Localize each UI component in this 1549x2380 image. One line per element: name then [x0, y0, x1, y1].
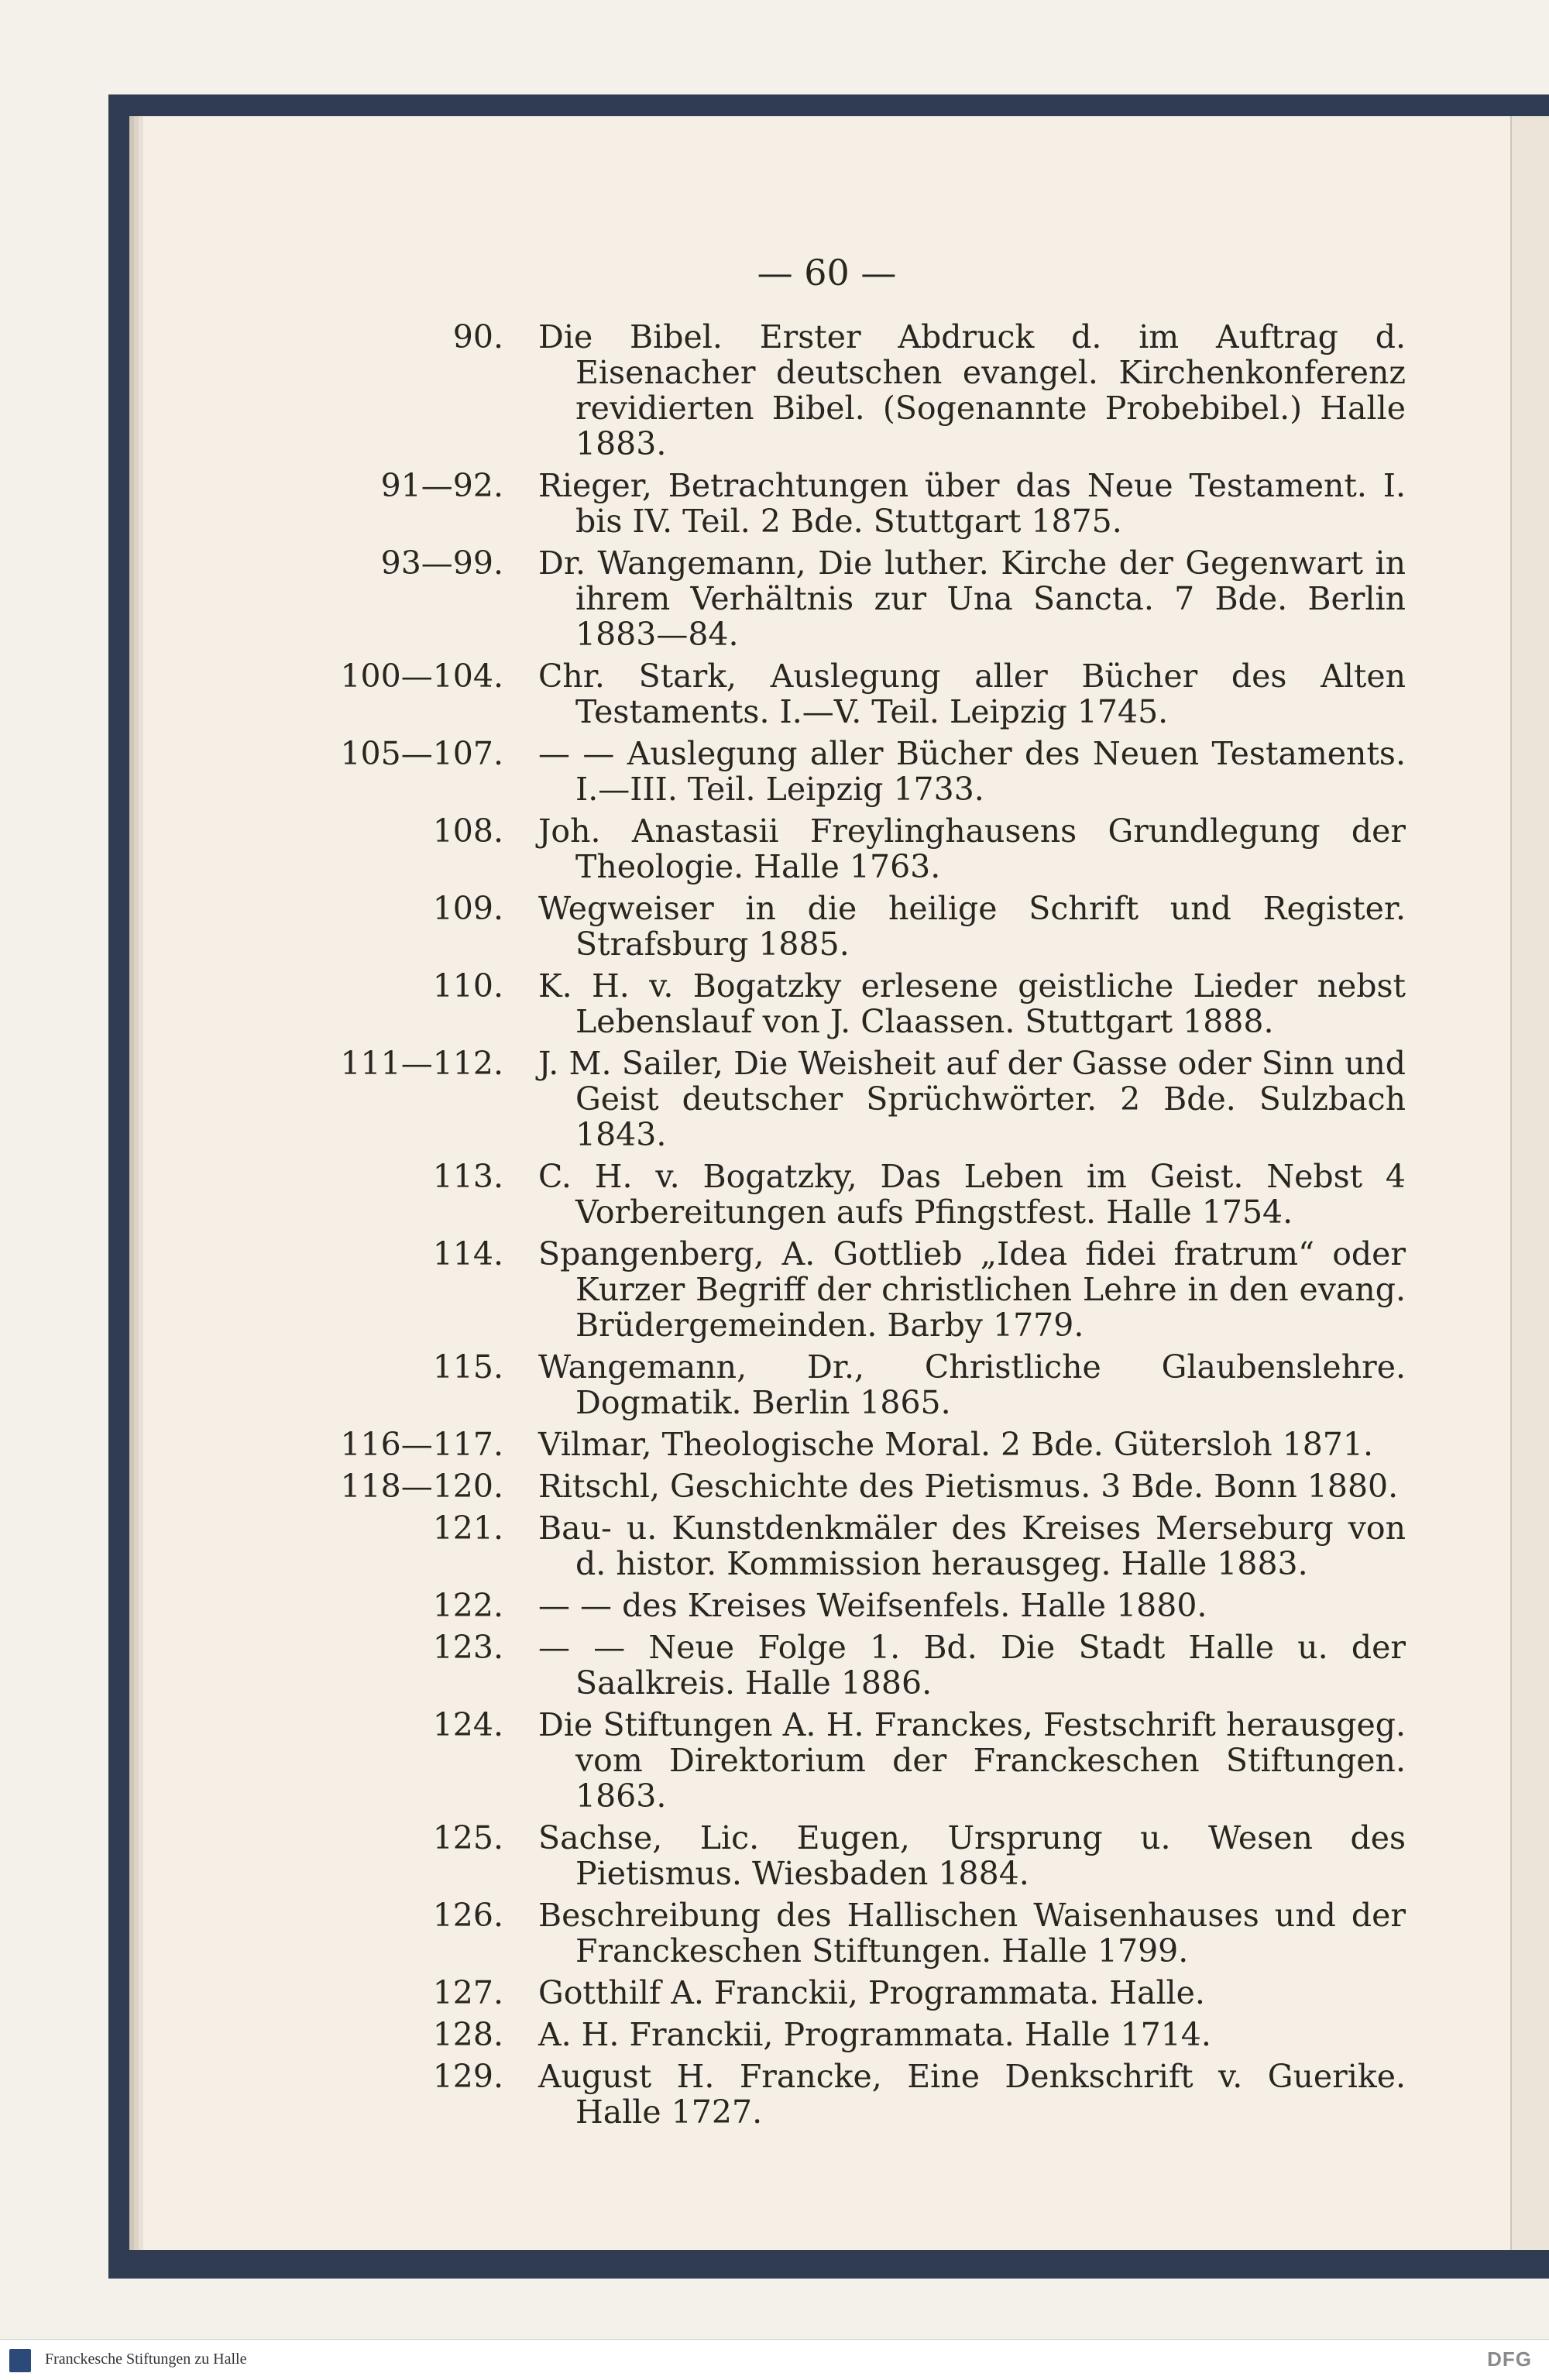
bibliography-entry — [143, 1046, 1510, 1152]
entry-text: Joh. Anastasii Freylinghausens Grundlegung der Theologie. Halle 1763. — [538, 812, 1406, 885]
entry-text: Die Bibel. Erster Abdruck d. im Auftrag d. Eisenacher deutschen evangel. Kirchenkonferenz revidierten Bibel. (Sogenannte Probebibel.) Halle 1883. — [538, 318, 1406, 462]
entry-text: — — des Kreises Weifsenfels. Halle 1880. — [538, 1587, 1207, 1624]
bibliography-entry — [143, 1897, 1510, 1969]
entry-text: Spangenberg, A. Gottlieb „Idea fidei fratrum“ oder Kurzer Begriff der christlichen Lehre in den evang. Brüdergemeinden. Barby 1779. — [538, 1235, 1406, 1344]
entry-number: 125. — [432, 1819, 503, 1856]
entry-text: Chr. Stark, Auslegung aller Bücher des Alten Testaments. I.—V. Teil. Leipzig 1745. — [538, 658, 1406, 730]
bibliography-entry — [143, 545, 1510, 652]
bibliography-list — [143, 319, 1510, 2136]
entry-text: Vilmar, Theologische Moral. 2 Bde. Gütersloh 1871. — [538, 1426, 1374, 1463]
page-number: — 60 — — [757, 252, 897, 294]
entry-number: 126. — [432, 1897, 503, 1934]
dfg-logo: DFG — [1487, 2347, 1532, 2371]
entry-text: K. H. v. Bogatzky erlesene geistliche Lieder nebst Lebenslauf von J. Claassen. Stuttgart 1888. — [538, 967, 1406, 1040]
entry-number: 100—104. — [340, 658, 503, 695]
bibliography-entry — [143, 736, 1510, 807]
entry-number: 108. — [432, 812, 503, 850]
entry-number: 114. — [432, 1235, 503, 1272]
entry-text: Wangemann, Dr., Christliche Glaubenslehre. Dogmatik. Berlin 1865. — [538, 1348, 1406, 1421]
viewer-footer — [0, 2339, 1549, 2380]
entry-text: August H. Francke, Eine Denkschrift v. Guerike. Halle 1727. — [538, 2058, 1406, 2131]
bibliography-entry — [143, 813, 1510, 884]
entry-number: 90. — [452, 318, 503, 355]
institution-name[interactable]: Franckesche Stiftungen zu Halle — [45, 2351, 247, 2368]
bibliography-entry — [143, 468, 1510, 539]
bibliography-entry — [143, 1427, 1510, 1462]
entry-text: Dr. Wangemann, Die luther. Kirche der Gegenwart in ihrem Verhältnis zur Una Sancta. 7 Bde. Berlin 1883—84. — [538, 544, 1406, 653]
entry-number: 93—99. — [380, 544, 503, 582]
bibliography-entry — [143, 1630, 1510, 1701]
bibliography-entry — [143, 1588, 1510, 1623]
entry-number: 118—120. — [340, 1468, 503, 1505]
entry-text: Rieger, Betrachtungen über das Neue Testament. I. bis IV. Teil. 2 Bde. Stuttgart 1875. — [538, 467, 1406, 540]
entry-text: — — Auslegung aller Bücher des Neuen Testaments. I.—III. Teil. Leipzig 1733. — [538, 735, 1406, 808]
book-page — [143, 116, 1510, 2250]
entry-text: J. M. Sailer, Die Weisheit auf der Gasse oder Sinn und Geist deutscher Sprüchwörter. 2 Bde. Sulzbach 1843. — [538, 1045, 1406, 1153]
bibliography-entry — [143, 1236, 1510, 1343]
entry-number: 122. — [432, 1587, 503, 1624]
bibliography-entry — [143, 1510, 1510, 1582]
bibliography-entry — [143, 1159, 1510, 1230]
entry-number: 115. — [432, 1348, 503, 1386]
bibliography-entry — [143, 658, 1510, 730]
entry-text: A. H. Franckii, Programmata. Halle 1714. — [538, 2016, 1211, 2053]
entry-text: Die Stiftungen A. H. Franckes, Festschrift herausgeg. vom Direktorium der Franckeschen Stiftungen. 1863. — [538, 1706, 1406, 1815]
entry-text: Ritschl, Geschichte des Pietismus. 3 Bde. Bonn 1880. — [538, 1468, 1399, 1505]
adjacent-page-edge — [1510, 116, 1549, 2250]
bibliography-entry — [143, 1468, 1510, 1504]
entry-number: 123. — [432, 1629, 503, 1666]
entry-number: 116—117. — [340, 1426, 503, 1463]
entry-number: 129. — [432, 2058, 503, 2095]
institution-logo-icon — [9, 2349, 31, 2372]
entry-text: Bau- u. Kunstdenkmäler des Kreises Merseburg von d. histor. Kommission herausgeg. Halle 1883. — [538, 1509, 1406, 1582]
entry-text: Gotthilf A. Franckii, Programmata. Halle. — [538, 1974, 1205, 2011]
entry-number: 110. — [432, 967, 503, 1005]
bibliography-entry — [143, 968, 1510, 1039]
bibliography-entry — [143, 1975, 1510, 2011]
bibliography-entry — [143, 891, 1510, 962]
bibliography-entry — [143, 319, 1510, 462]
entry-text: — — Neue Folge 1. Bd. Die Stadt Halle u. der Saalkreis. Halle 1886. — [538, 1629, 1406, 1702]
bibliography-entry — [143, 1707, 1510, 1814]
entry-number: 111—112. — [340, 1045, 503, 1082]
bibliography-entry — [143, 2017, 1510, 2052]
bibliography-entry — [143, 1820, 1510, 1891]
entry-number: 124. — [432, 1706, 503, 1743]
bibliography-entry — [143, 1349, 1510, 1420]
entry-number: 128. — [432, 2016, 503, 2053]
entry-number: 113. — [432, 1158, 503, 1195]
entry-number: 91—92. — [380, 467, 503, 504]
entry-number: 121. — [432, 1509, 503, 1547]
entry-text: Sachse, Lic. Eugen, Ursprung u. Wesen des Pietismus. Wiesbaden 1884. — [538, 1819, 1406, 1892]
entry-number: 127. — [432, 1974, 503, 2011]
bibliography-entry — [143, 2059, 1510, 2130]
entry-number: 105—107. — [340, 735, 503, 772]
entry-text: C. H. v. Bogatzky, Das Leben im Geist. Nebst 4 Vorbereitungen aufs Pfingstfest. Halle 1754. — [538, 1158, 1406, 1231]
entry-text: Wegweiser in die heilige Schrift und Register. Strafsburg 1885. — [538, 890, 1406, 963]
entry-text: Beschreibung des Hallischen Waisenhauses und der Franckeschen Stiftungen. Halle 1799. — [538, 1897, 1406, 1970]
entry-number: 109. — [432, 890, 503, 927]
